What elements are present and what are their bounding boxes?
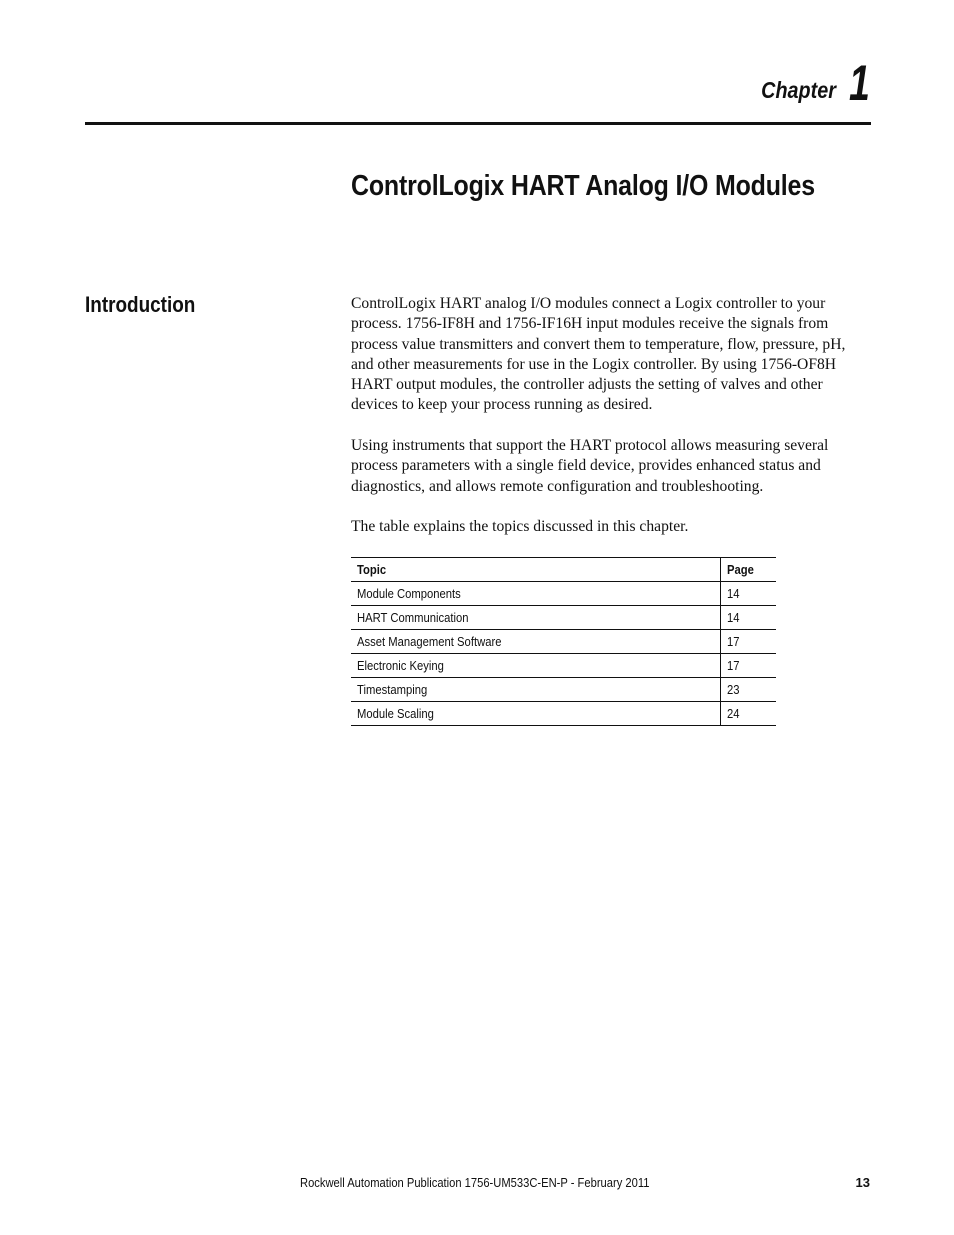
paragraph-table-intro: The table explains the topics discussed in this chapter. (351, 518, 689, 536)
page-cell: 14 (720, 606, 776, 630)
page-cell: 14 (720, 582, 776, 606)
chapter-number: 1 (849, 55, 870, 111)
table-row (351, 582, 776, 606)
topic-cell: Module Components (351, 582, 720, 606)
table-row (351, 702, 776, 726)
page-cell: 23 (720, 678, 776, 702)
paragraph-hart-protocol: Using instruments that support the HART protocol allows measuring several process parameters with a single field device, provides enhanced status and diagnostics, and allows remote configuration and troubleshooting. (351, 437, 829, 495)
footer-page-number: 13 (855, 1175, 870, 1190)
table-row (351, 678, 776, 702)
section-heading-introduction: Introduction (85, 292, 196, 317)
chapter-header (749, 55, 870, 111)
column-header-page: Page (720, 558, 776, 582)
topic-cell: Module Scaling (351, 702, 720, 726)
page-cell: 24 (720, 702, 776, 726)
chapter-label: Chapter (761, 77, 837, 103)
topic-cell: HART Communication (351, 606, 720, 630)
table-row (351, 606, 776, 630)
table-row (351, 630, 776, 654)
footer-publication: Rockwell Automation Publication 1756-UM533C-EN-P - February 2011 (300, 1175, 650, 1190)
paragraph-overview: ControlLogix HART analog I/O modules connect a Logix controller to your process. 1756-IF8H and 1756-IF16H input modules receive the signals from process value transmitters and convert them to temperature, flow, pressure, pH, and other measurements for use in the Logix controller. By using 1756-OF8H HART output modules, the controller adjusts the setting of valves and other devices to keep your process running as desired. (351, 295, 846, 414)
column-header-topic: Topic (351, 558, 720, 582)
topic-cell: Asset Management Software (351, 630, 720, 654)
introduction-body (351, 294, 863, 558)
page-title: ControlLogix HART Analog I/O Modules (351, 170, 815, 202)
page-cell: 17 (720, 654, 776, 678)
table-header-row (351, 558, 776, 582)
topic-cell: Electronic Keying (351, 654, 720, 678)
page-cell: 17 (720, 630, 776, 654)
table-row (351, 654, 776, 678)
topics-table (351, 557, 776, 726)
header-rule (85, 122, 871, 125)
topic-cell: Timestamping (351, 678, 720, 702)
